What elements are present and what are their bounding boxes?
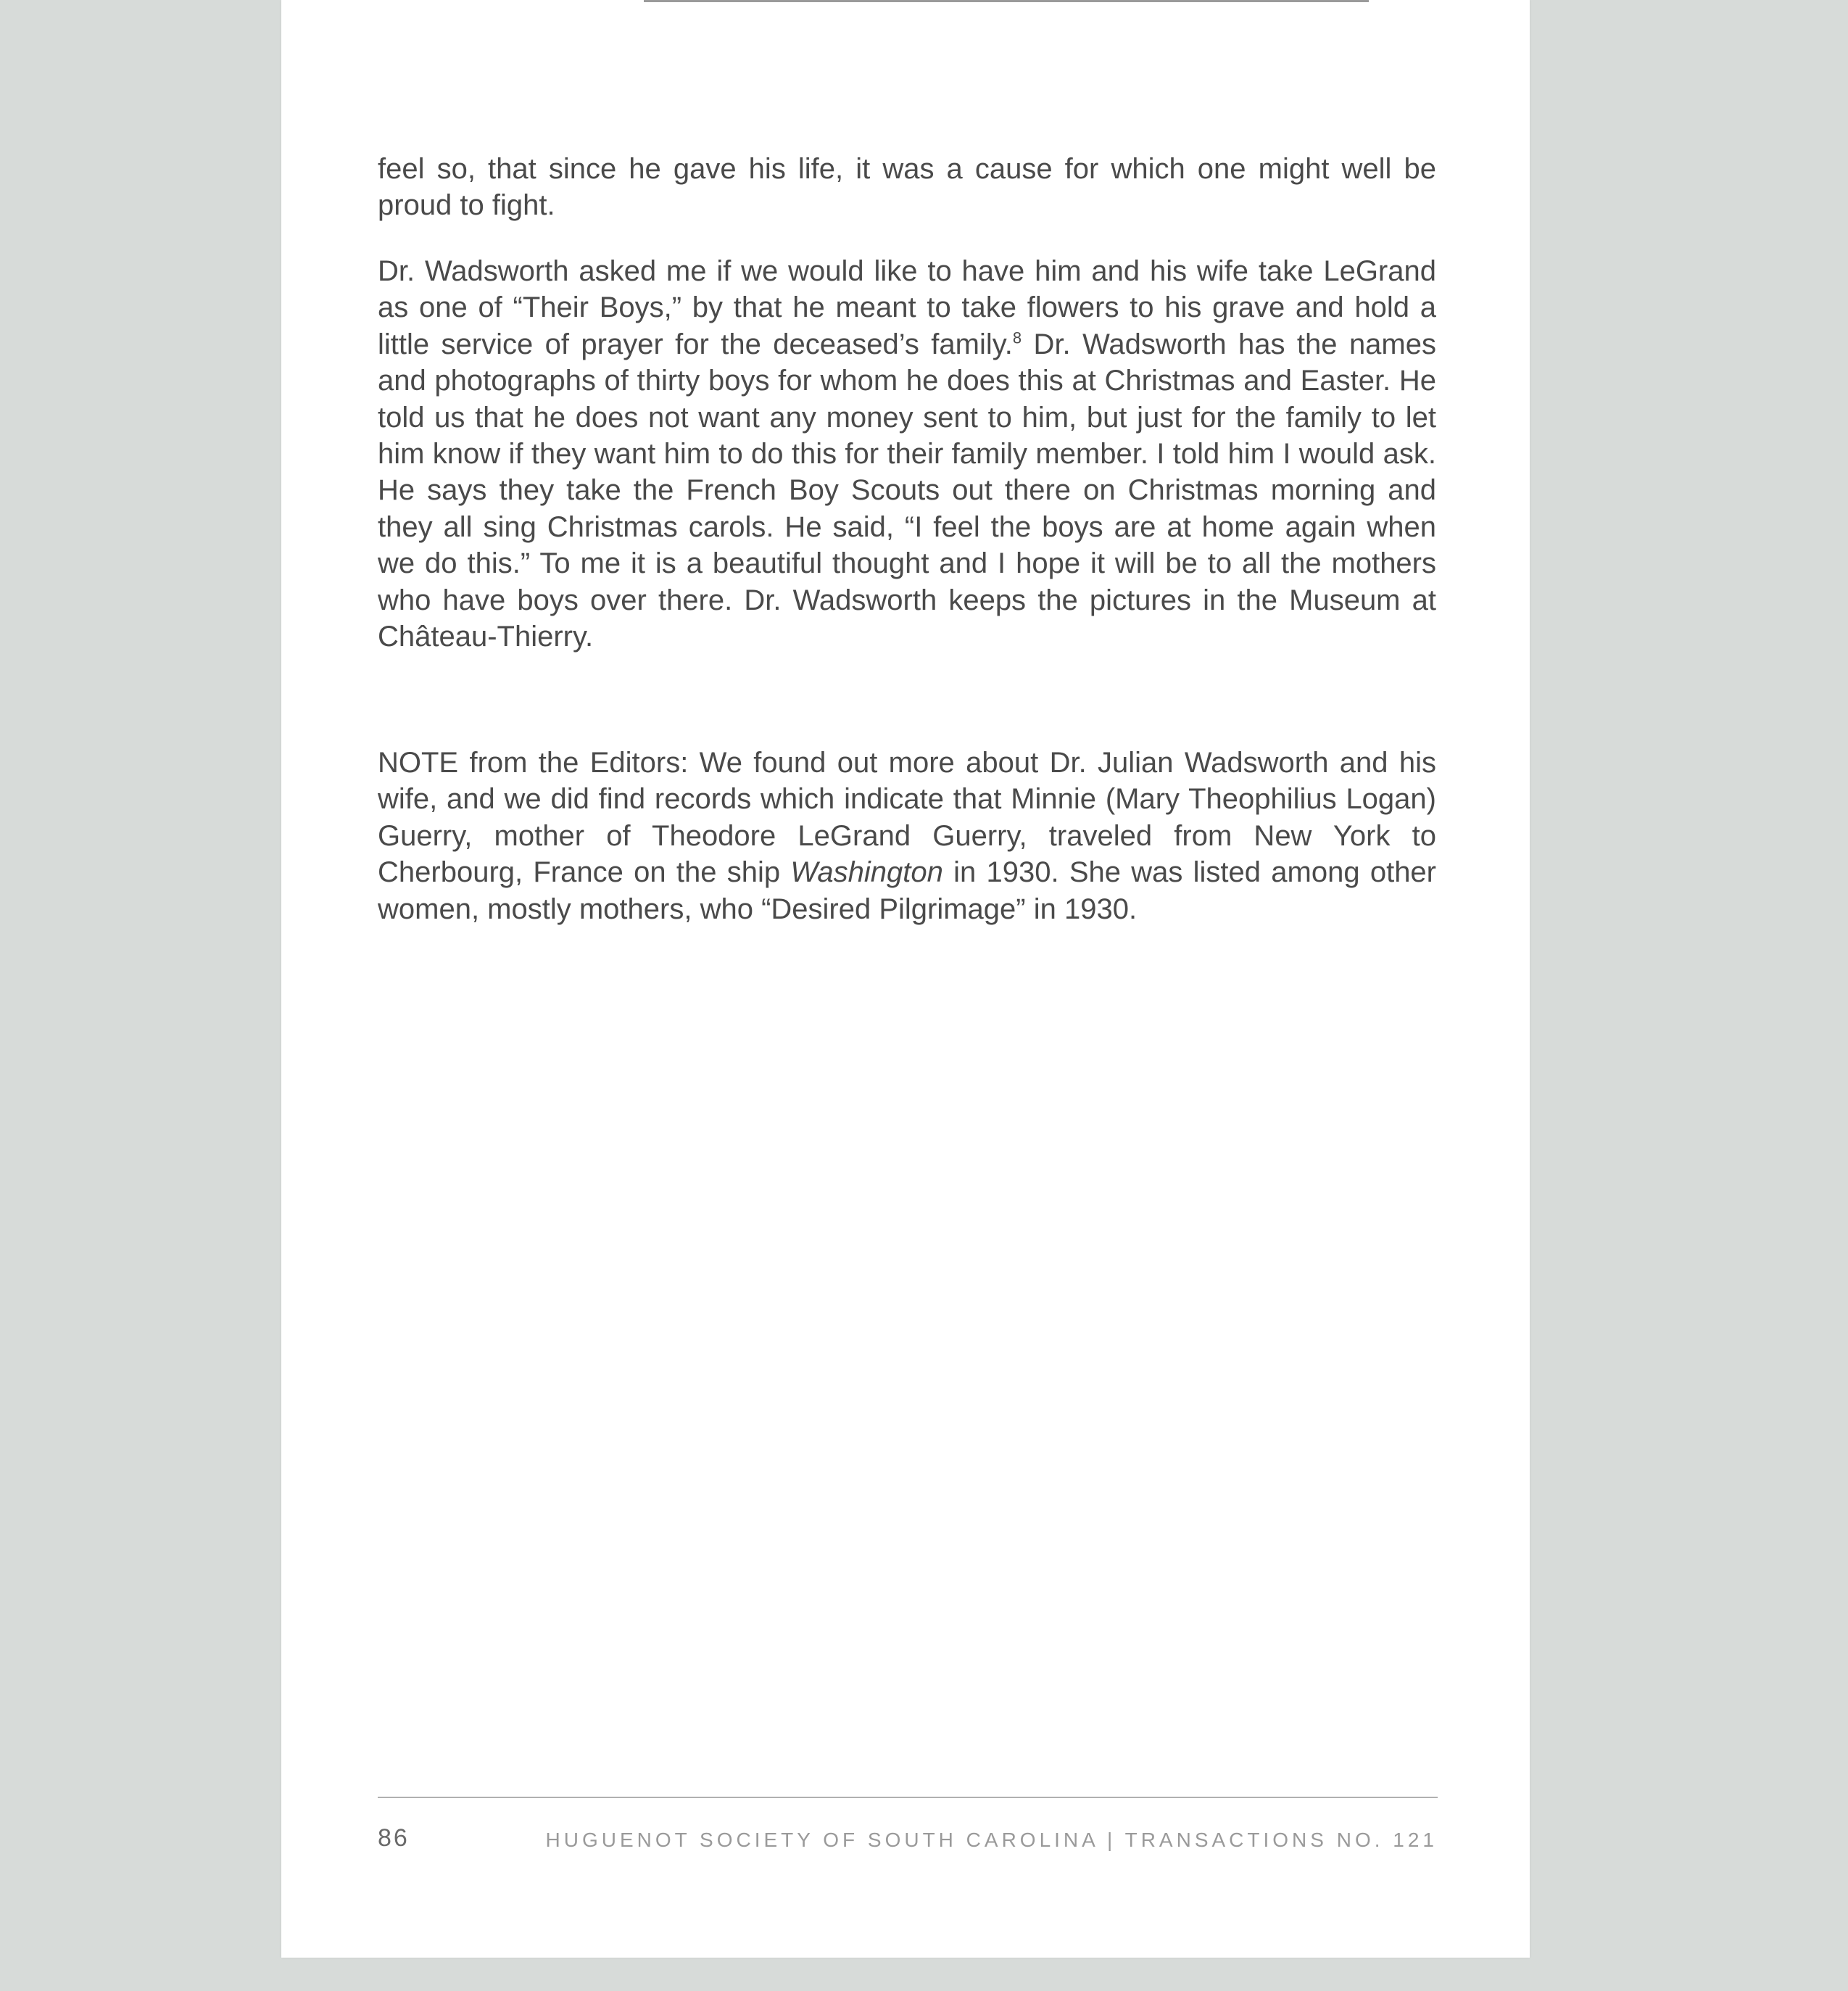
- paragraph-2-text-b: Dr. Wadsworth has the names and photographs of thirty boys for whom he does this at Christmas and Easter. He told us that he does not want any money sent to him, but just for the family to let him know if they want him to do this for their family member. I told him I would ask. He says they take the French Boy Scouts out there on Christmas morning and they all sing Christmas carols. He said, “I feel the boys are at home again when we do this.” To me it is a beautiful thought and I hope it will be to all the mothers who have boys over there. Dr. Wadsworth keeps the pictures in the Museum at Château-Thierry.: [378, 328, 1436, 653]
- paragraph-2: [378, 253, 1436, 655]
- page-top-edge: [644, 0, 1369, 2]
- document-page: [281, 0, 1530, 1958]
- page-number: 86: [378, 1824, 410, 1852]
- ship-name: Washington: [790, 856, 943, 889]
- footnote-reference: 8: [1012, 328, 1022, 347]
- editors-note-text-a: NOTE from the Editors: We found out more about Dr. Julian Wadsworth and his wife, and we did find records which indicate that Minnie (Mary Theophilius Logan) Guerry, mother of Theodore LeGrand Guerry, traveled from New York to Cherbourg, France on the ship: [378, 747, 1436, 889]
- footer-rule: [378, 1797, 1438, 1798]
- paragraph-2-text-a: Dr. Wadsworth asked me if we would like to have him and his wife take LeGrand as one of “Their Boys,” by that he meant to take flowers to his grave and hold a little service of prayer for the deceased’s family.: [378, 255, 1436, 360]
- running-footer: HUGUENOT SOCIETY OF SOUTH CAROLINA | TRANSACTIONS NO. 121: [545, 1829, 1438, 1851]
- editors-note-text-b: in 1930. She was listed among other women, mostly mothers, who “Desired Pilgrimage” in 1930.: [378, 856, 1436, 925]
- paragraph-1-text: feel so, that since he gave his life, it was a cause for which one might well be proud to fight.: [378, 153, 1436, 222]
- paragraph-1: [378, 151, 1436, 224]
- editors-note-paragraph: [378, 745, 1436, 927]
